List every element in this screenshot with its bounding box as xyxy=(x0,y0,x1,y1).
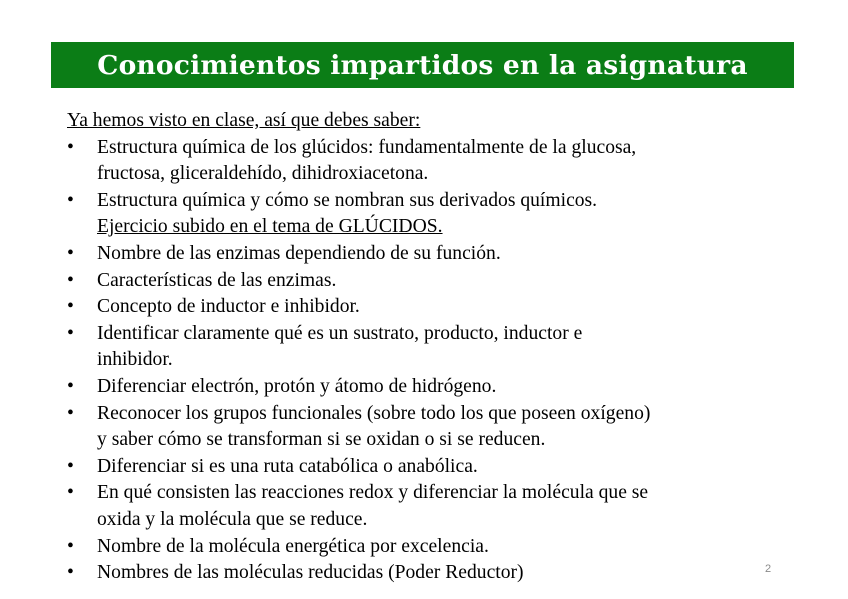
bullet-item xyxy=(67,454,807,481)
bullet-item xyxy=(67,534,807,561)
bullet-text: • Concepto de inductor e inhibidor. xyxy=(97,296,360,318)
bullet-text: • En qué consisten las reacciones redox y diferenciar la molécula que se xyxy=(97,482,649,504)
bullet-item xyxy=(67,268,807,295)
bullet-text: • Diferenciar si es una ruta catabólica o anabólica. xyxy=(97,455,478,477)
bullet-item xyxy=(67,241,807,268)
slide-content xyxy=(67,108,807,587)
bullet-text: • Diferenciar electrón, protón y átomo de hidrógeno. xyxy=(97,375,497,397)
bullet-text: • Nombres de las moléculas reducidas (Poder Reductor) xyxy=(97,562,524,584)
bullet-item xyxy=(67,294,807,321)
bullet-item xyxy=(67,480,807,533)
bullet-item xyxy=(67,374,807,401)
bullet-text: • Estructura química de los glúcidos: fundamentalmente de la glucosa, xyxy=(97,136,637,158)
bullet-item xyxy=(67,321,807,374)
bullet-text: • Identificar claramente qué es un sustrato, producto, inductor e xyxy=(97,322,583,344)
bullet-item xyxy=(67,188,807,241)
bullet-item xyxy=(67,401,807,454)
intro-heading: Ya hemos visto en clase, así que debes saber: xyxy=(67,110,421,131)
slide-title: Conocimientos impartidos en la asignatura xyxy=(97,49,748,81)
bullet-text: • Reconocer los grupos funcionales (sobre todo los que poseen oxígeno) xyxy=(97,402,651,424)
bullet-text: • Características de las enzimas. xyxy=(97,269,337,291)
bullet-text: inhibidor. xyxy=(97,349,173,371)
bullet-text: • Nombre de las enzimas dependiendo de su función. xyxy=(97,242,501,264)
page-number: 2 xyxy=(765,563,772,575)
bullet-text: y saber cómo se transforman si se oxidan o si se reducen. xyxy=(97,429,546,451)
bullet-text: • Nombre de la molécula energética por excelencia. xyxy=(97,535,489,557)
bullet-item xyxy=(67,135,807,188)
bullet-item xyxy=(67,560,807,587)
title-banner xyxy=(51,42,794,88)
bullet-text: fructosa, gliceraldehído, dihidroxiacetona. xyxy=(97,163,429,185)
bullet-list xyxy=(67,135,807,587)
bullet-text: oxida y la molécula que se reduce. xyxy=(97,508,368,530)
bullet-text: • Estructura química y cómo se nombran sus derivados químicos. xyxy=(97,189,598,211)
exercise-note: Ejercicio subido en el tema de GLÚCIDOS. xyxy=(97,216,443,238)
